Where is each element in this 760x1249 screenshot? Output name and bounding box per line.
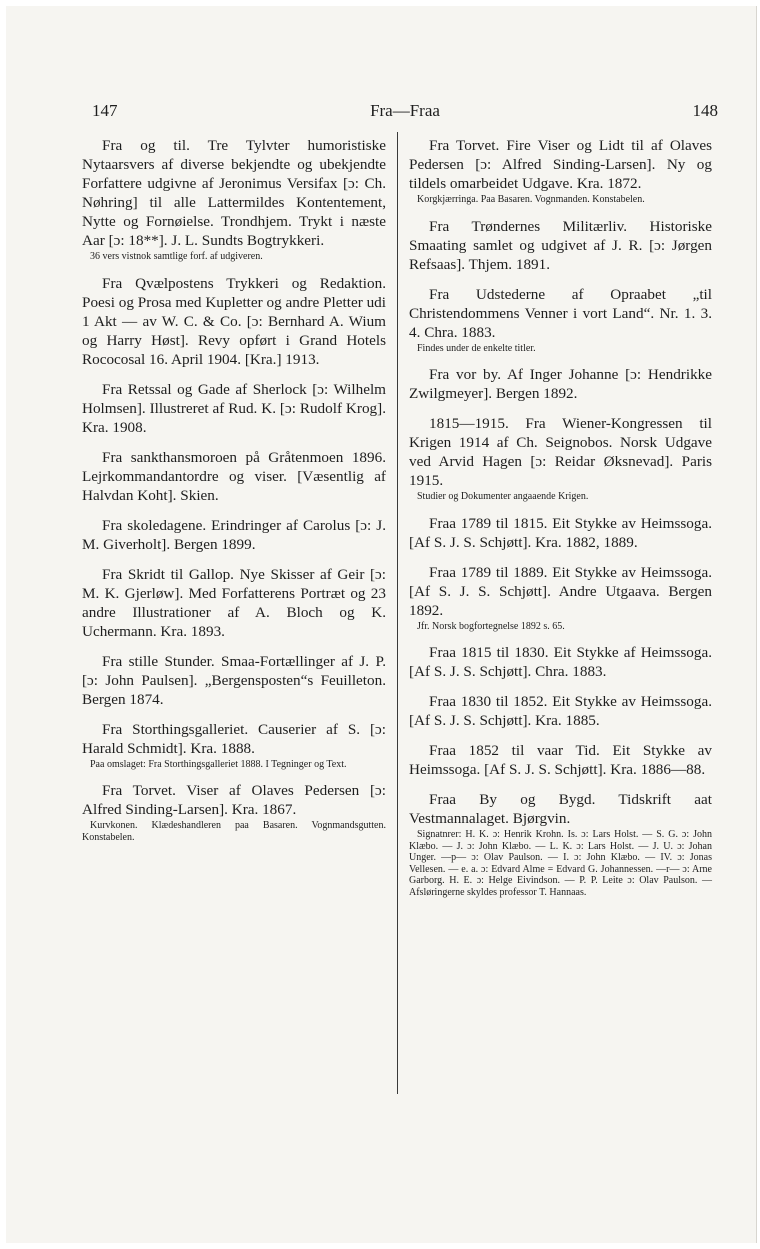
bibliography-entry — [82, 652, 386, 709]
bibliography-entry — [409, 217, 712, 274]
entry-note: Korgkjærringa. Paa Basaren. Vognmanden. Konstabelen. — [417, 194, 645, 205]
page-number-right: 148 — [692, 101, 718, 120]
bibliography-entry — [409, 365, 712, 403]
entry-text: Fra Skridt til Gallop. Nye Skisser af Geir [ɔ: M. K. Gjerløw]. Med Forfatterens Portræt og 23 andre Illustrationer af A. Bloch og K. Uchermann. Kra. 1893. — [82, 565, 386, 640]
bibliography-entry — [409, 741, 712, 779]
entry-text: Fraa 1852 til vaar Tid. Eit Stykke av Heimssoga. [Af S. J. S. Schjøtt]. Kra. 1886—88. — [409, 742, 712, 778]
entry-note: Paa omslaget: Fra Storthingsgalleriet 1888. I Tegninger og Text. — [90, 758, 347, 770]
entry-text: Fra Trøndernes Militærliv. Historiske Smaating samlet og udgivet af J. R. [ɔ: Jørgen Refsaas]. Thjem. 1891. — [409, 217, 712, 273]
bibliography-entry — [409, 643, 712, 681]
entry-text: Fra stille Stunder. Smaa-Fortællinger af J. P. [ɔ: John Paulsen]. „Bergensposten“s Feuilleton. Bergen 1874. — [82, 652, 386, 708]
bibliography-entry — [82, 136, 386, 263]
entry-text: Fraa 1815 til 1830. Eit Stykke af Heimssoga. [Af S. J. S. Schjøtt]. Chra. 1883. — [409, 644, 712, 680]
entry-text: Fra Torvet. Fire Viser og Lidt til af Olaves Pedersen [ɔ: Alfred Sinding-Larsen]. Ny og tildels omarbeidet Udgave. Kra. 1872. — [409, 137, 712, 192]
bibliography-entry — [409, 514, 712, 552]
entry-note: Jfr. Norsk bogfortegnelse 1892 s. 65. — [417, 620, 565, 632]
entry-text: Fra skoledagene. Erindringer af Carolus [ɔ: J. M. Giverholt]. Bergen 1899. — [82, 516, 386, 553]
entry-text: Fraa 1789 til 1889. Eit Stykke av Heimssoga. [Af S. J. S. Schjøtt]. Andre Utgaava. Bergen 1892. — [409, 563, 712, 619]
entry-text: Fra Storthingsgalleriet. Causerier af S. [ɔ: Harald Schmidt]. Kra. 1888. — [82, 720, 386, 757]
bibliography-entry — [82, 781, 386, 843]
entry-note: 36 vers vistnok samtlige forf. af udgiveren. — [90, 251, 263, 262]
entry-note: Studier og Dokumenter angaaende Krigen. — [417, 491, 589, 502]
right-column — [409, 136, 712, 909]
entry-text: Fra og til. Tre Tylvter humoristiske Nytaarsvers af diverse bekjendte og ubekjendte Forfattere udgivne af Jeronimus Versifax [ɔ: Ch. Nøhring] til alle Lattermildes Kontentement, Nytte og Fornøielse. Trondhjem. Trykt i næste Aar [ɔ: 18**]. J. L. Sundts Bogtrykkeri. — [82, 137, 386, 249]
running-title: Fra—Fraa — [370, 101, 440, 120]
bibliography-entry — [82, 720, 386, 771]
page-number-left: 147 — [92, 101, 118, 120]
bibliography-entry — [409, 692, 712, 730]
entry-text: Fraa 1830 til 1852. Eit Stykke av Heimssoga. [Af S. J. S. Schjøtt]. Kra. 1885. — [409, 693, 712, 729]
entry-text: Fraa By og Bygd. Tidskrift aat Vestmannalaget. Bjørgvin. — [409, 791, 712, 827]
entry-text: Fraa 1789 til 1815. Eit Stykke av Heimssoga. [Af S. J. S. Schjøtt]. Kra. 1882, 1889. — [409, 514, 712, 551]
entry-text: Fra vor by. Af Inger Johanne [ɔ: Hendrikke Zwilgmeyer]. Bergen 1892. — [409, 366, 712, 402]
bibliography-entry — [409, 285, 712, 355]
bibliography-entry — [409, 790, 712, 898]
entry-text: Fra Torvet. Viser af Olaves Pedersen [ɔ: Alfred Sinding-Larsen]. Kra. 1867. — [82, 782, 386, 818]
bibliography-entry — [82, 516, 386, 554]
bibliography-entry — [82, 565, 386, 641]
entry-text: Fra Qvælpostens Trykkeri og Redaktion. Poesi og Prosa med Kupletter og andre Pletter udi 1 Akt — av W. C. & Co. [ɔ: Bernhard A. Wium og Harry Høst]. Revy opført i Grand Hotels Rococosal 16. April 1904. [Kra.] 1913. — [82, 274, 386, 368]
bibliography-entry — [409, 563, 712, 633]
entry-text: Fra Retssal og Gade af Sherlock [ɔ: Wilhelm Holmsen]. Illustreret af Rud. K. [ɔ: Rudolf Krog]. Kra. 1908. — [82, 380, 386, 436]
bibliography-entry — [409, 414, 712, 503]
entry-text: Fra sankthansmoroen på Gråtenmoen 1896. Lejrkommandantordre og viser. [Væsentlig af Halvdan Koht]. Skien. — [82, 448, 386, 504]
entry-note: Kurvkonen. Klædeshandleren paa Basaren. Vognmandsgutten. Konstabelen. — [82, 820, 386, 843]
bibliography-entry — [82, 448, 386, 505]
bibliography-entry — [82, 380, 386, 437]
entry-text: 1815—1915. Fra Wiener-Kongressen til Krigen 1914 af Ch. Seignobos. Norsk Udgave ved Arvid Hagen [ɔ: Reidar Øksnevad]. Paris 1915. — [409, 415, 712, 489]
entry-note: Signatnrer: H. K. ɔ: Henrik Krohn. Is. ɔ: Lars Holst. — S. G. ɔ: John Klæbo. — J. ɔ: John Klæbo. — L. K. ɔ: Lars Holst. — J. U. ɔ: Johan Unger. —p— ɔ: Olav Paulson. — I. ɔ: John Klæbo. — IV. ɔ: Jonas Vellesen. — e. a. ɔ: Edvard Alme = Edvard G. Johannessen. —r— ɔ: Arne Garborg. H. E. ɔ: Helge Eivindson. — P. P. Leite ɔ: Olav Paulson. — Afsløringerne skyldes professor T. Hannaas. — [409, 829, 712, 898]
bibliography-entry — [409, 136, 712, 206]
column-divider — [397, 132, 398, 1094]
entry-text: Fra Udstederne af Opraabet „til Christendommens Venner i vort Land“. Nr. 1. 3. 4. Chra. 1883. — [409, 285, 712, 341]
entry-note: Findes under de enkelte titler. — [417, 342, 536, 354]
left-column — [82, 136, 386, 854]
bibliography-entry — [82, 274, 386, 369]
